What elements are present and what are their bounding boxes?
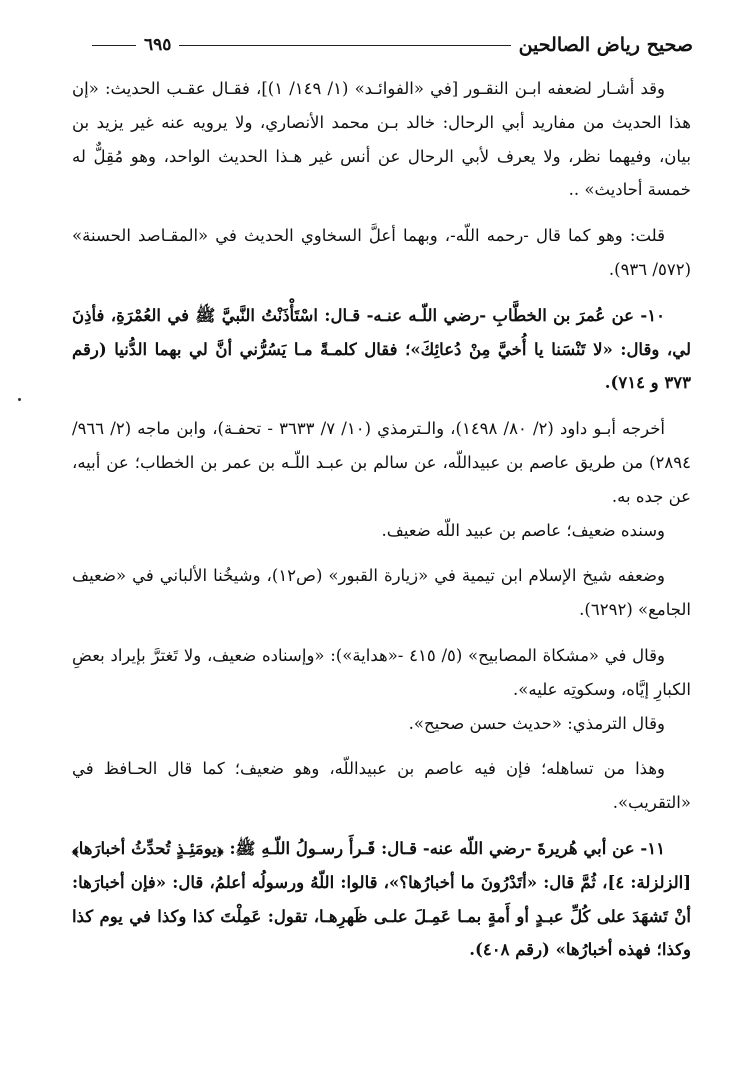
page-body bbox=[72, 72, 691, 967]
header-rule-end bbox=[92, 45, 136, 46]
paragraph-isnad-weak: وسنده ضعيف؛ عاصم بن عبيد اللّه ضعيف. bbox=[381, 520, 665, 540]
paragraph-hadith-10: ١٠- عن عُمرَ بن الخطَّابِ -رضي اللّـه عنـه- قـال: اسْتَأْذَنْتُ النَّبيَّ ﷺ في العُمْرَةِ، فأذِنَ لي، وقال: «لا تَنْسَنا يا أُخيَّ مِنْ دُعائِكَ»؛ فقال كلمـةً مـا يَسُرُّني أنَّ لي بهما الدُّنيا (رقم ٣٧٣ و ٧١٤). bbox=[72, 305, 691, 393]
paragraph-tirmidhi-grade: وقال الترمذي: «حديث حسن صحيح». bbox=[408, 713, 665, 733]
page-number: ٦٩٥ bbox=[144, 35, 172, 55]
page-header bbox=[92, 30, 693, 60]
header-rule bbox=[179, 45, 510, 46]
scan-speck bbox=[18, 398, 21, 401]
paragraph-ibn-naqqur-note: وقد أشـار لضعفه ابـن النقـور [في «الفوائـد» (١/ ١٤٩/ ١)]، فقـال عقـب الحديث: «إن هذا الحديث من مفاريد أبي الرحال: خالد بـن محمد الأنصاري، ولا يرويه عنه غير يزيد بن بيان، وفيهما نظر، ولا يعرف لأبي الرحال عن أنس غير هـذا الحديث الواحد، وهو مُقِلٌّ له خمسة أحاديث» .. bbox=[72, 79, 691, 200]
paragraph-mishkat-note: وقال في «مشكاة المصابيح» (٥/ ٤١٥ -«هداية»): «وإسناده ضعيف، ولا تَغترَّ بإيراد بعضِ الكبارِ إيَّاه، وسكوتِه عليه». bbox=[72, 645, 691, 699]
paragraph-hadith-11: ١١- عن أبي هُريرةَ -رضي اللّه عنه- قـال: قَـرأَ رسـولُ اللّـهِ ﷺ: ﴿يومَئِـذٍ تُحدِّثُ أخبارَها﴾ [الزلزلة: ٤]، ثُمَّ قال: «أتَدْرُونَ ما أخبارُها؟»، قالوا: اللّهُ ورسولُه أعلمُ، قال: «فإن أخبارَها: أنْ تَشهَدَ على كُلِّ عبـدٍ أو أَمةٍ بمـا عَمِـلَ علـى ظَهرِهـا، تقول: عَمِلْتَ كذا وكذا في يوم كذا وكذا؛ فهذه أخبارُها» (رقم ٤٠٨). bbox=[72, 838, 691, 960]
running-title: صحيح رياض الصالحين bbox=[518, 34, 693, 56]
paragraph-sakhawi-note: قلت: وهو كما قال -رحمه اللّه-، وبهما أعلَّ السخاوي الحديث في «المقـاصد الحسنة» (٥٧٢/ ٩٣٦). bbox=[72, 226, 691, 279]
paragraph-tasahul-note: وهذا من تساهله؛ فإن فيه عاصم بن عبيداللّه، وهو ضعيف؛ كما قال الحـافظ في «التقريب». bbox=[72, 759, 691, 813]
paragraph-takhrij-10: أخرجه أبـو داود (٢/ ٨٠/ ١٤٩٨)، والـترمذي (١٠/ ٧/ ٣٦٣٣ - تحفـة)، وابن ماجه (٢/ ٩٦٦/ ٢٨٩٤) من طريق عاصم بن عبيداللّه، عن سالم بن عبـد اللّـه بن عمر بن الخطاب؛ عن أبيه، عن جده به. bbox=[72, 419, 691, 506]
paragraph-ibn-taymiyya-albani: وضعفه شيخ الإسلام ابن تيمية في «زيارة القبور» (ص١٢)، وشيخُنا الألباني في «ضعيف الجامع» (٦٢٩٢). bbox=[72, 566, 691, 620]
